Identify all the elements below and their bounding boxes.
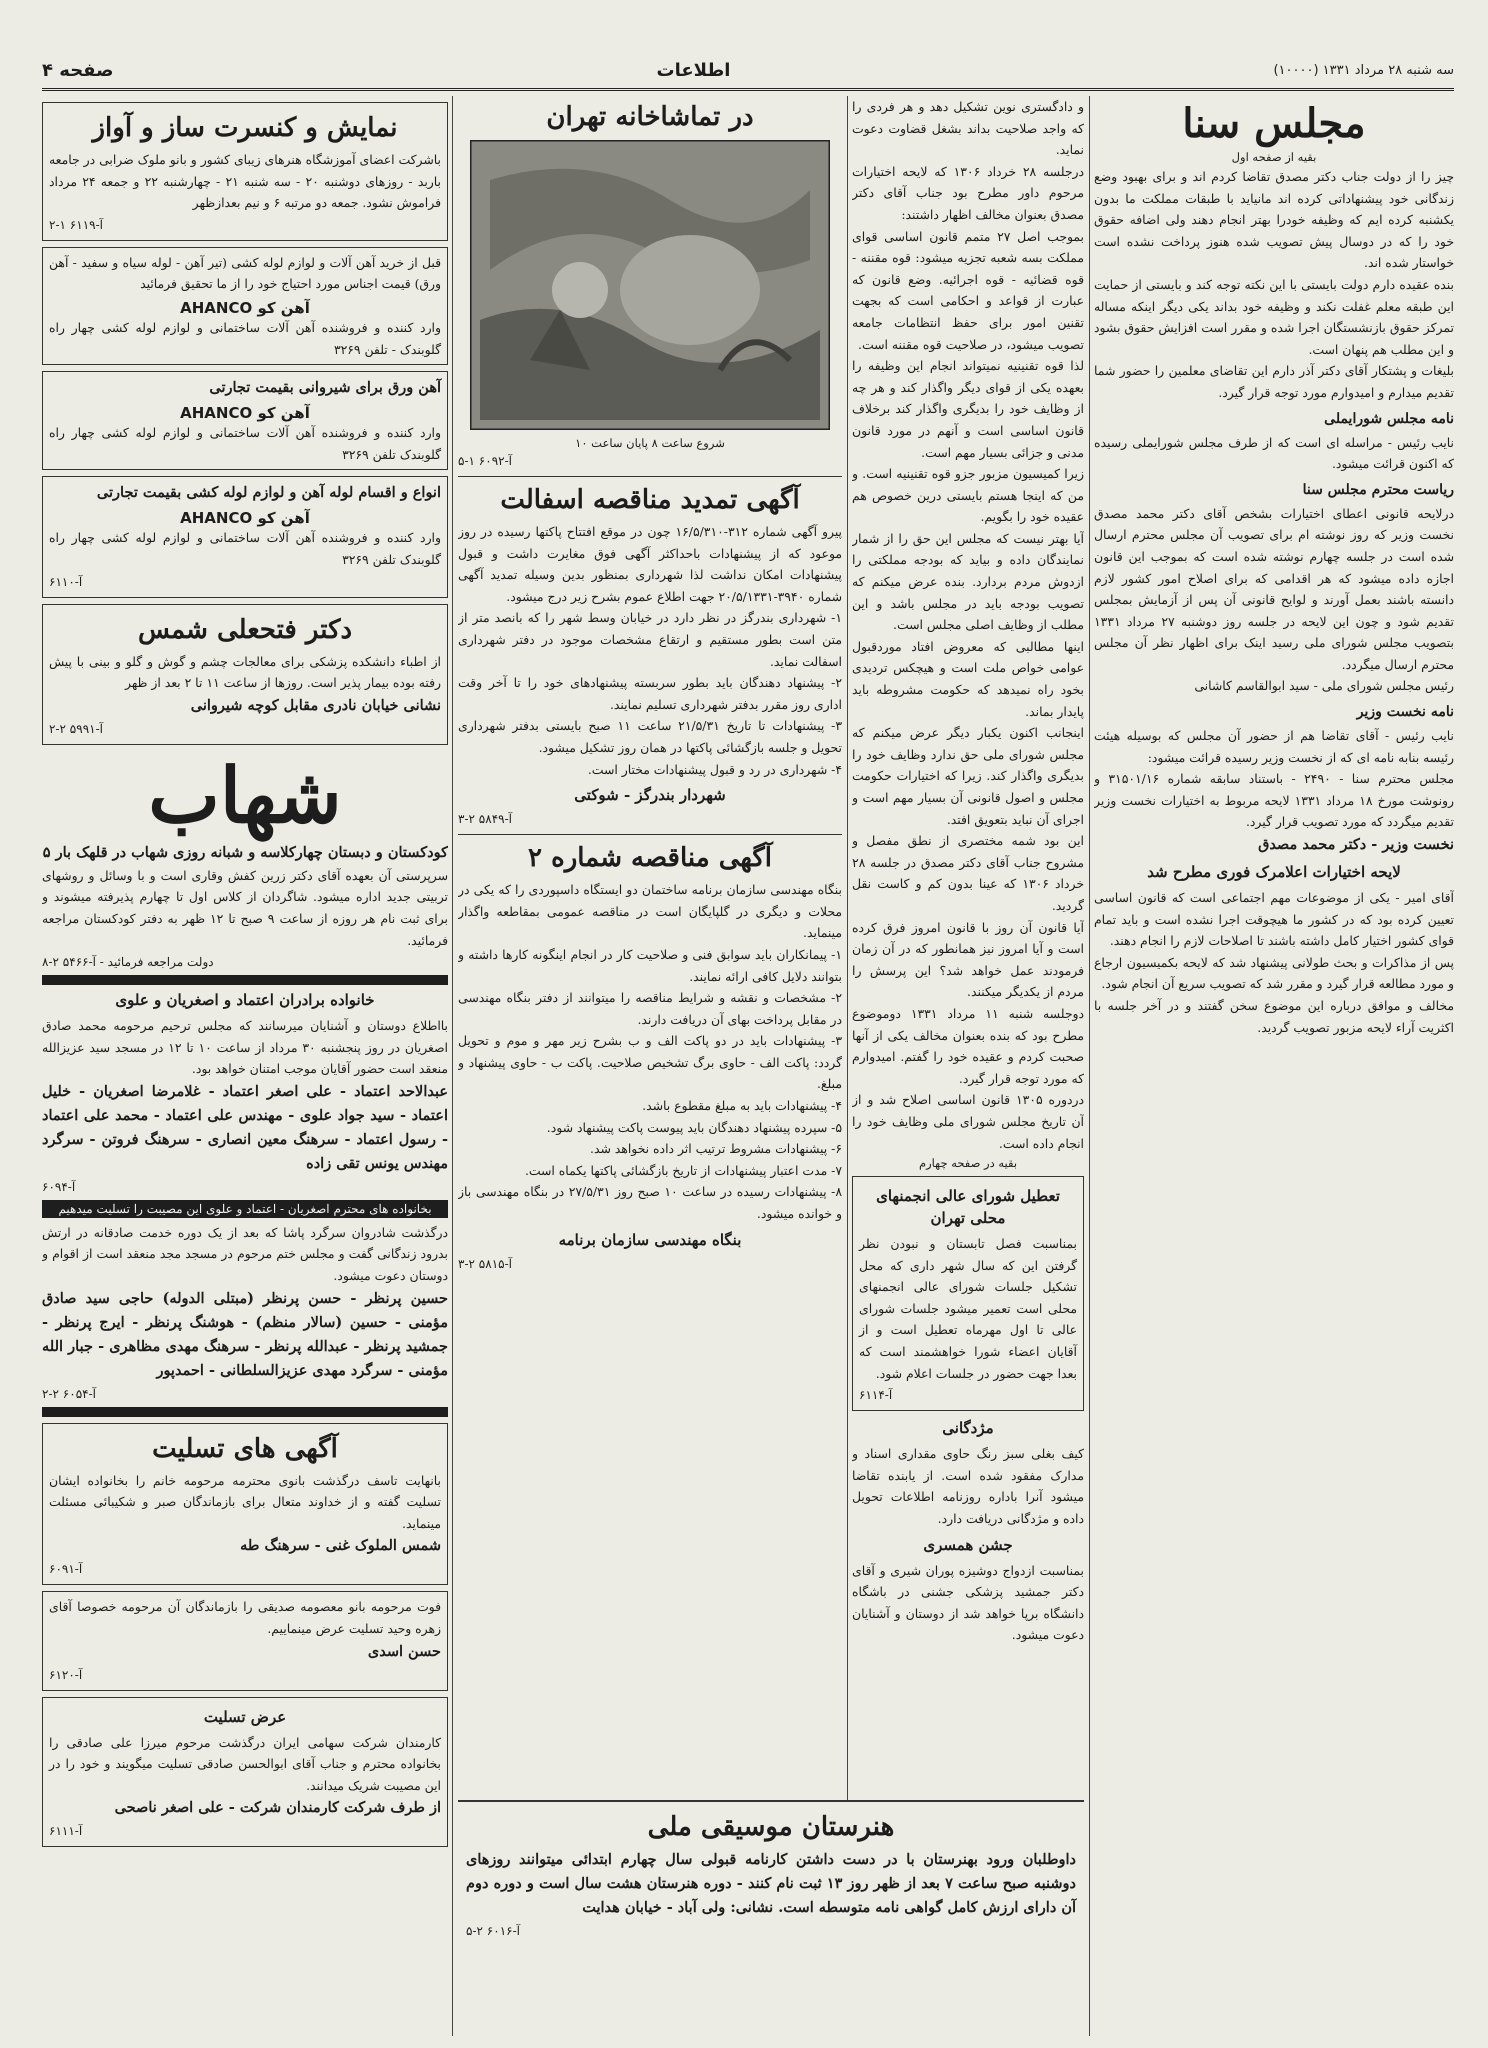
column-rule [1089, 96, 1090, 2036]
page-header [42, 52, 1454, 91]
ad-text: وارد کننده و فروشنده آهن آلات ساختمانی و لوازم لوله کشی چهار راه گلوبندک تلفن ۳۲۶۹ [49, 425, 441, 462]
theatre-title: در تماشاخانه تهران [546, 102, 754, 132]
paragraph: مجلس محترم سنا - ۲۴۹۰ - باستناد سابقه شماره ۳۱۵۰۱/۱۶ و رونوشت مورخ ۱۸ مرداد ۱۳۳۱ لایحه مربوط به اختیارات نخست وزیر تقدیم میگردد که مورد تصویب قرار گیرد. [1094, 771, 1454, 830]
paragraph: بموجب اصل ۲۷ متمم قانون اساسی قوای مملکت بسه شعبه تجزیه میشود: قوه مقننه - قوه قضائیه - قوه اجرائیه. وضع قانون که عبارت از قواعد و احکامی است که بجهت تقنین امور برای حفظ انتظامات جامعه تصویب میشود، در صلاحیت قوه مقننه است. [852, 228, 1084, 352]
paragraph: آیا قانون آن روز با قانون امروز فرق کرده است و آیا امروز نیز همانطور که در آن زمان فرمودند عمل خواهد شد؟ این پرسش را مردم از یکدیگر میکنند. [852, 919, 1084, 1000]
ad-signature: بنگاه مهندسی سازمان برنامه [558, 1230, 742, 1249]
ad-item: ۷- مدت اعتبار پیشنهادات از تاریخ بازگشائی پاکتها یکماه است. [524, 1162, 842, 1178]
section-heading: نامه مجلس شورایملی [1324, 410, 1454, 427]
column-tenders [458, 96, 842, 2040]
ad-title: آگهی مناقصه شماره ۲ [528, 843, 772, 874]
ad-box [42, 247, 448, 365]
ad-text: کیف بغلی سبز رنگ حاوی مقداری اسناد و مدارک مفقود شده است. از یابنده تقاضا میشود آنرا باداره روزنامه اطلاعات تحویل داده و مژدگانی دریافت دارد. [852, 1446, 1084, 1527]
ad-names: عبدالاحد اعتماد - علی اصغر اعتماد - غلامرضا اصغریان - خلیل اعتماد - سید جواد علوی - مهندس علی اعتماد - محمد علی اعتماد - رسول اعتماد - سرهنگ معین انصاری - سرهنگ فروتن - سرگرد مهندس یونس تقی زاده [42, 1082, 448, 1172]
paragraph: زیرا کمیسیون مزبور جزو قوه تقنینیه است. و من که اینجا هستم بایستی درین خصوص هم عقیده خود را بگویم. [852, 466, 1084, 525]
ad-text: بمناسبت ازدواج دوشیزه پوران شیری و آقای دکتر جمشید پزشکی جشنی در باشگاه دانشگاه برپا خواهد شد از دوستان و آشنایان دعوت میشود. [852, 1562, 1084, 1643]
section-heading: نامه نخست وزیر [1356, 704, 1454, 721]
ad-code: آ-۶۱۱۹ ۱-۲ [49, 217, 103, 232]
ad-address: نشانی خیابان نادری مقابل کوچه شیروانی [190, 696, 441, 714]
section-heading: ریاست محترم مجلس سنا [1302, 481, 1454, 498]
ad-box [42, 1591, 448, 1690]
paragraph: دوجلسه شنبه ۱۱ مرداد ۱۳۳۱ دوموضوع مطرح بود که بنده بعنوان مخالف یکی از آنها صحبت کردم و عقیده خود را گفتم. امیدوارم که مورد توجه قرار گیرد. [852, 1005, 1084, 1086]
ad-text: بااطلاع دوستان و آشنایان میرسانند که مجلس ترحیم مرحومه محمد صادق اصغریان در روز پنجشنبه ۳۰ مرداد از ساعت ۱۰ تا ۱۲ در مسجد سید عزیزالله منعقد است حضور آقایان موجب امتنان خواهد بود. [42, 1018, 448, 1077]
ad-code: آ-۶۱۲۰ [49, 1667, 83, 1682]
column-rule [847, 96, 848, 2036]
ad-item: ۱- شهرداری بندرگز در نظر دارد در خیابان وسط شهر را که بانصد متر از متن است بطور مستقیم و ارتقاع مشخصات موجود در دفتر شهرداری اسفالت نماید. [458, 610, 842, 669]
ad-text: کارمندان شرکت سهامی ایران درگذشت مرحوم میرزا علی صادقی را بخانواده محترم و جناب آقای ابوالحسن صادقی تسلیت میگویند و خود را در این مصیبت شریک میدانند. [49, 1734, 441, 1793]
issue-date: سه شنبه ۲۸ مرداد ۱۳۳۱ (۱۰۰۰۰) [1273, 62, 1454, 78]
ad-item: ۳- پیشنهادات تا تاریخ ۲۱/۵/۳۱ ساعت ۱۱ صبح بایستی بدفتر شهرداری تحویل و جلسه بازگشائی پاکتها در همان روز تشکیل میشود. [458, 718, 842, 755]
show-times: شروع ساعت ۸ پایان ساعت ۱۰ [575, 436, 725, 450]
paragraph: و دادگستری نوین تشکیل دهد و هر فردی را که واجد صلاحیت بداند بشغل قضاوت دعوت نماید. [852, 99, 1084, 158]
ad-item: ۶- پیشنهادات مشروط ترتیب اثر داده نخواهد شد. [590, 1141, 842, 1157]
paragraph: چیز را از دولت جناب دکتر مصدق تقاضا کردم اند و برای بهبود وضع زندگانی خود پیشنهاداتی کرده اند مانیاید با طبقات مملکت ما بدون یکشنبه کرده ایم که وظیفه خودرا بهتر انجام دهند ولی اضافه حقوق خود را که در دوسال پیش تصویب شده هنوز پرداخت نشده است خواستار شده اند. [1094, 169, 1454, 271]
ad-signature: شمس الملوک غنی - سرهنگ طه [240, 1537, 441, 1555]
ad-signature: شهردار بندرگز - شوکتی [574, 786, 726, 805]
black-divider-bar [42, 1407, 448, 1417]
ad-code: آ-۶۰۱۶ ۲-۵ [466, 1924, 520, 1938]
signature: رئیس مجلس شورای ملی - سید ابوالقاسم کاشانی [1194, 678, 1454, 694]
condolence-bar: بخانواده های محترم اصغریان - اعتماد و علوی این مصیبت را تسلیت میدهیم [42, 1200, 448, 1218]
ad-title: دکتر فتحعلی شمس [137, 614, 353, 645]
ad-title: آگهی تمدید مناقصه اسفالت [500, 485, 800, 515]
ad-item: ۳- پیشنهادات باید در دو پاکت الف و ب بشرح زیر مهر و موم و تحویل گردد: پاکت الف - حاوی برگ تشخیص صلاحیت. پاکت ب - حاوی پیشنهاد و مبلغ. [458, 1033, 842, 1092]
ad-item: ۴- شهرداری در رد و قبول پیشنهادات مختار است. [587, 761, 842, 777]
ad-text: فوت مرحومه بانو معصومه صدیقی را بازماندگان آن مرحومه خصوصا آقای زهره وحید تسلیت عرض مینماییم. [49, 1599, 441, 1637]
ad-title: تعطیل شورای عالی انجمنهای محلی تهران [876, 1187, 1060, 1228]
divider [458, 834, 842, 835]
ad-box [42, 371, 448, 470]
ad-item: ۴- پیشنهادات باید به مبلغ مقطوع باشد. [642, 1098, 842, 1114]
continued-note: بقیه از صفحه اول [1231, 150, 1317, 164]
ad-box [42, 476, 448, 597]
ad-box [42, 102, 448, 241]
ad-text: وارد کننده و فروشنده آهن آلات ساختمانی و لوازم لوله کشی چهار راه گلوبندک - تلفن ۳۲۶۹ [49, 319, 441, 357]
paragraph: لذا قوه تقنینیه نمیتواند انجام این وظیفه را بعهده یکی از قوای دیگر واگذار کند و هر چه از وظایف خود را بدیگری واگذار کند برخلاف قانون اساسی است و آنهم در مورد قانون مدنی و جزائی بسیار مهم است. [852, 358, 1084, 460]
ad-text: از اطباء دانشکده پزشکی برای معالجات چشم و گوش و گلو و بینی با پیش رفته بوده بیمار پذیر است. روزها از ساعت ۱۱ تا ۲ بعد از ظهر [49, 653, 441, 691]
ad-signature: حسن اسدی [367, 1642, 441, 1660]
ad-item: ۸- پیشنهادات رسیده در ساعت ۱۰ صبح روز ۲۷/۵/۳۱ در بنگاه مهندسی باز و خوانده میشود. [458, 1184, 842, 1222]
ad-line: آهن ورق برای شیروانی بقیمت تجارتی [209, 379, 441, 397]
ad-text: پیرو آگهی شماره ۳۱۲-۱۶/۵/۳۱۰ چون در موقع افتتاح پاکتها رسیده در روز موعود که از پیشنهادات باحداکثر آگهی فوق مغایرت داشت و قبول پیشنهادات امکان نداشت لذا شهرداری بمنظور بدین وسیله تمدید آگهی شماره ۳۹۴۰-۲۰/۵/۱۳۳۱ جهت اطلاع عموم بشرح زیر درج میشود. [458, 524, 842, 604]
music-conservatory-ad [458, 1800, 1084, 2036]
brand-name: آهن کو AHANCO [180, 509, 310, 528]
ad-text: بنگاه مهندسی سازمان برنامه ساختمان دو ایستگاه داسپوردی را که یکی در محلات و دیگری در گلپایگان است در مناقصه عمومی بمقاطعه واگذار مینماید. [458, 882, 842, 941]
ad-box [42, 1697, 448, 1848]
ad-code: آ-۶۰۵۴ ۲-۲ [42, 1386, 96, 1401]
paragraph: بنده عقیده دارم دولت بایستی با این نکته توجه کند و بایستی از حمایت این طبقه معلم غفلت نکند و وظیفه خود بداند یکی دیگر اینکه مساله تمرکز حقوق بازنشستگان اجرا شده و مقرر است افزایش حقوق بشود و این مطلب هم پنهان است. [1094, 276, 1454, 357]
ad-names: حسین پرنظر - حسن پرنظر (مبتلی الدوله) حاجی سید صادق مؤمنی - حسین (سالار منظم) - هوشنگ پرنظر - ایرج پرنظر - جمشید پرنظر - عبدالله پرنظر - سرهنگ مهدی مظاهری - جبار الله مؤمنی - سرگرد مهدی عزیزالسلطانی - احمدپور [42, 1289, 448, 1379]
ad-code: آ-۵۹۹۱ ۲-۲ [49, 721, 103, 736]
ad-code: آ-۶۱۱۰ [49, 574, 83, 589]
ad-item: ۲- پیشنهاد دهندگان باید بطور سربسته پیشنهادهای خود را تا آخر وقت اداری روز مقرر بدفتر شهرداری تسلیم نمایند. [458, 675, 842, 712]
ad-code: آ-۶۱۱۴ [859, 1388, 893, 1403]
ad-code: دولت مراجعه فرمائید - آ-۵۴۶۶ ۲-۸ [42, 955, 214, 970]
article-title: مجلس سنا [1182, 100, 1366, 147]
ad-text: باشرکت اعضای آموزشگاه هنرهای زیبای کشور و بانو ملوک ضرابی در جامعه باربد - روزهای دوشنبه ۲۰ - سه شنبه ۲۱ - چهارشنبه ۲۲ و جمعه ۲۴ مرداد فراموش نشود. جمعه دو مرتبه ۶ و نیم بعدازظهر [49, 152, 441, 211]
paragraph: آقای امیر - یکی از موضوعات مهم اجتماعی است که قانون اساسی تعیین کرده بود که در کشور ما هیچوقت اجرا نشده است و باید تمام قوای کشور اختیار کامل داشته باشند تا اصلاحات لازم را انجام دهند. [1094, 890, 1454, 949]
paragraph: آیا بهتر نیست که مجلس این حق را از شمار نمایندگان داده و بیاید که بودجه مملکتی را ازدوش مردم بردارد. بنده عرض میکنم که تصویب بودجه باید در مجلس باشد و این مطلب از وظایف اصلی مجلس است. [852, 530, 1084, 633]
ad-code: آ-۵۸۴۹ ۲-۳ [458, 812, 512, 827]
column-continuation [852, 96, 1084, 2040]
ad-signature: از طرف شرکت کارمندان شرکت - علی اصغر ناصحی [114, 1799, 441, 1817]
ad-item: ۲- مشخصات و نقشه و شرایط مناقصه را میتوانند از دفتر بنگاه مهندسی در مقابل پرداخت بهای آن دریافت دارند. [458, 990, 842, 1027]
ad-title: آگهی های تسلیت [152, 1433, 338, 1464]
paragraph: نایب رئیس - آقای تقاضا هم از حضور آن مجلس که بوسیله هیئت رئیسه بنابه نامه ای که از نخست وزیر رسیده قرائت میشود: [1094, 728, 1454, 765]
ad-title: خانواده برادران اعتماد و اصغریان و علوی [115, 991, 375, 1010]
newspaper-name: اطلاعات [656, 59, 731, 81]
paragraph: این بود شمه مختصری از نطق مفصل و مشروح جناب آقای دکتر مصدق در جلسه ۲۸ خرداد ۱۳۰۶ که عینا بدون کم و کاست نقل گردید. [852, 833, 1084, 913]
column-ads [42, 96, 448, 2040]
black-divider-bar [42, 975, 448, 985]
ad-box [42, 1423, 448, 1586]
ad-text: قبل از خرید آهن آلات و لوازم لوله کشی (تیر آهن - لوله سیاه و سفید - آهن ورق) قیمت اجناس مورد احتیاج خود را از ما تحقیق فرمائید [49, 254, 441, 292]
paragraph: دردوره ۱۳۰۵ قانون اساسی اصلاح شد و از آن تاریخ مجلس شورای ملی وظایف خود را انجام داده است. [852, 1092, 1084, 1151]
signature: نخست وزیر - دکتر محمد مصدق [1258, 836, 1454, 854]
ad-code: آ-۶۰۹۱ [49, 1562, 83, 1577]
ad-item: ۵- سپرده پیشنهاد دهندگان باید پیوست پاکت پیشنهاد شود. [546, 1119, 842, 1135]
ad-text: وارد کننده و فروشنده آهن آلات ساختمانی و لوازم لوله کشی چهار راه گلوبندک تلفن ۳۲۶۹ [49, 530, 441, 567]
ad-text: داوطلبان ورود بهنرستان با در دست داشتن کارنامه قبولی سال چهارم ابتدائی میتوانند روزهای دوشنبه صبح ساعت ۷ بعد از ظهر روز ۱۳ ثبت نام کنند - دوره هنرستان هشت سال است و دوره دوم آن دارای ارزش کامل گواهی نامه متوسطه است. نشانی: ولی آباد - خیابان هدایت [466, 1851, 1076, 1916]
ad-code: آ-۶۰۹۲ ۱-۵ [458, 454, 512, 468]
shahab-logo: شهاب [148, 750, 342, 840]
paragraph: اینجانب اکنون یکبار دیگر عرض میکنم که مجلس شورای ملی حق ندارد وظایف خود را بدیگری واگذار کند. زیرا که اختیارات حکومت مجلس و اصول قانونی آن بسیار مهم است و اجرای آن نباید بتعویق افتد. [852, 725, 1084, 827]
ad-title: مژدگانی [942, 1419, 994, 1438]
column-rule [452, 96, 453, 2036]
ad-line: انواع و اقسام لوله آهن و لوازم لوله کشی بقیمت تجارتی [96, 484, 441, 502]
brand-name: آهن کو AHANCO [180, 404, 310, 423]
divider [458, 476, 842, 477]
ad-box [42, 604, 448, 745]
ad-item: ۱- پیمانکاران باید سوابق فنی و صلاحیت کار در انجام اینگونه کارها داشته و بتوانند دلایل کافی ارائه نمایند. [458, 946, 842, 984]
paragraph: اینها مطالبی که معروض افتاد موردقبول عوامی خواص ملت است و هیچکس تردیدی بخود راه نمیدهد که حکومت مشروطه باید پایدار بماند. [852, 638, 1084, 719]
ad-box [852, 1176, 1084, 1411]
paragraph: درلایحه قانونی اعطای اختیارات بشخص آقای دکتر محمد مصدق نخست وزیر که روز نوشته ام برای تصویب آن مجلس محترم ارسال شده است در جلسه چهارم نوشته شده است که بموجب این قانون اجازه داده میشود که هر اقدامی که برای اصلاح امور کشور لازم دانسته باشند بعمل آورند و لوایح قانونی آن پس از آزمایش بمجلس تقدیم شود و چون این لایحه در جلسه روز دوشنبه ۲۷ مرداد ۱۳۳۱ بتصویب مجلس شورای ملی رسید اینک برای اظهار نظر آن مجلس محترم ارسال میگردد. [1094, 505, 1454, 672]
paragraph: درجلسه ۲۸ خرداد ۱۳۰۶ که لایحه اختیارات مرحوم داور مطرح بود جناب آقای دکتر مصدق بعنوان مخالف اظهار داشتند: [852, 163, 1084, 222]
theatre-photo [470, 140, 830, 430]
paragraph: بلیغات و پشتکار آقای دکتر آذر دارم این تقاضای معلمین را حضور شما تقدیم میدارم و امیدوارم مورد توجه قرار گیرد. [1094, 363, 1454, 400]
ad-text: سرپرستی آن بعهده آقای دکتر زرین کفش وقاری است و با وسائل و روشهای تربیتی جدید اداره میشود. شاگردان از کلاس اول تا چهارم پذیرفته میشوند و برای ثبت نام هر روزه از ساعت ۹ صبح تا ۱۲ ظهر به دفتر کودکستان مراجعه فرمائید. [42, 867, 448, 948]
ad-text: بانهایت تاسف درگذشت بانوی محترمه مرحومه خانم را بخانواده ایشان تسلیت گفته و از خداوند متعال برای بازماندگان صبر و شکیبائی مسئلت مینماید. [49, 1472, 441, 1531]
section-heading: لایحه اختیارات اعلامرک فوری مطرح شد [1147, 863, 1401, 882]
column-senate [1094, 96, 1454, 2040]
paragraph: مخالف و موافق درباره این موضوع سخن گفتند و در آخر جلسه با اکثریت آراء لایحه مزبور تصویب گردید. [1094, 998, 1454, 1035]
brand-name: آهن کو AHANCO [180, 298, 310, 317]
ad-title: عرض تسلیت [203, 1707, 287, 1726]
continued-note: بقیه در صفحه چهارم [918, 1156, 1018, 1171]
paragraph: نایب رئیس - مراسله ای است که از طرف مجلس شورایملی رسیده که اکنون قرائت میشود. [1094, 434, 1454, 472]
ad-title: نمایش و کنسرت ساز و آواز [92, 113, 398, 143]
ad-code: آ-۶۱۱۱ [49, 1824, 83, 1839]
ad-subtitle: کودکستان و دبستان چهارکلاسه و شبانه روزی شهاب در قلهک بار ۵ [42, 843, 448, 861]
page-number: صفحه ۴ [42, 59, 114, 81]
ad-title: هنرستان موسیقی ملی [647, 1812, 895, 1842]
ad-code: آ-۵۸۱۵ ۲-۳ [458, 1256, 512, 1271]
ad-code: آ-۶۰۹۴ [42, 1179, 76, 1194]
ad-text: بمناسبت فصل تابستان و نبودن نظر گرفتن این که سال شهر داری که محل تشکیل جلسات شورای عالی انجمنهای محلی است تعمیر میشود جلسات شورای عالی تا اول مهرماه تعطیل است و از آقایان اعضاء شورا خواهشمند است که بعدا جهت حضور در جلسات اعلام شود. [859, 1236, 1077, 1381]
ad-text: درگذشت شادروان سرگرد پاشا که بعد از یک دوره خدمت صادقانه در ارتش بدرود زندگانی گفت و مجلس ختم مرحوم در مسجد مجد منعقد است از اقوام و دوستان دعوت میشود. [42, 1224, 448, 1284]
paragraph: پس از مذاکرات و بحث طولانی پیشنهاد شد که لایحه بکمیسیون ارجاع و مورد مطالعه قرار گیرد و مقرر شد که تصویب سریع آن انجام شود. [1094, 954, 1454, 992]
ad-title: جشن همسری [923, 1535, 1013, 1554]
